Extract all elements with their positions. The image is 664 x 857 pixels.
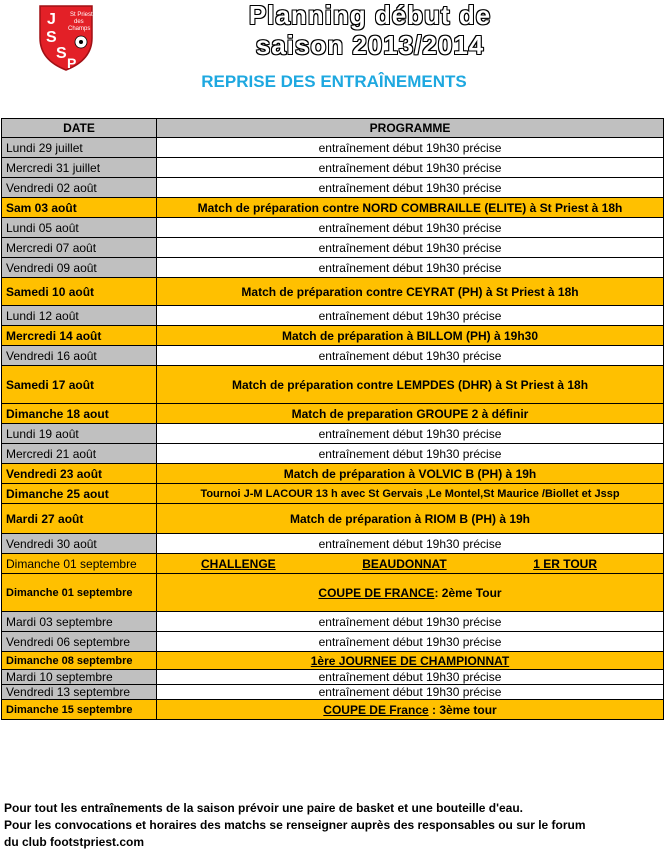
table-row xyxy=(2,685,664,700)
svg-text:J: J xyxy=(47,11,56,28)
row-date: Dimanche 25 aout xyxy=(2,484,157,504)
row-date: Dimanche 18 aout xyxy=(2,404,157,424)
row-date: Mercredi 21 août xyxy=(2,444,157,464)
row-date: Mercredi 14 août xyxy=(2,326,157,346)
row-date: Dimanche 08 septembre xyxy=(2,652,157,670)
row-programme: entraînement début 19h30 précise xyxy=(157,158,664,178)
table-row xyxy=(2,326,664,346)
table-row xyxy=(2,306,664,326)
row-date: Samedi 17 août xyxy=(2,366,157,404)
table-row xyxy=(2,198,664,218)
row-programme: entraînement début 19h30 précise xyxy=(157,306,664,326)
svg-text:S: S xyxy=(46,29,57,46)
coupe-title: COUPE DE FRANCE xyxy=(318,585,435,600)
row-date: Vendredi 09 août xyxy=(2,258,157,278)
row-date: Mercredi 07 août xyxy=(2,238,157,258)
table-header-row xyxy=(2,119,664,138)
table-row xyxy=(2,278,664,306)
row-programme: entraînement début 19h30 précise xyxy=(157,218,664,238)
row-programme xyxy=(157,574,664,612)
footer-notes xyxy=(4,800,654,851)
table-row xyxy=(2,238,664,258)
row-programme: entraînement début 19h30 précise xyxy=(157,346,664,366)
row-date: Vendredi 30 août xyxy=(2,534,157,554)
table-row xyxy=(2,258,664,278)
row-programme: Match de preparation GROUPE 2 à définir xyxy=(157,404,664,424)
svg-text:Champs: Champs xyxy=(68,26,91,32)
footer-line-3: du club footstpriest.com xyxy=(4,835,145,849)
row-programme: Match de préparation à VOLVIC B (PH) à 19h xyxy=(157,464,664,484)
row-date: Dimanche 15 septembre xyxy=(2,700,157,720)
svg-text:St Priest: St Priest xyxy=(70,12,93,18)
challenge-part-1: CHALLENGE xyxy=(201,556,276,571)
svg-text:des: des xyxy=(74,19,84,25)
row-date: Vendredi 02 août xyxy=(2,178,157,198)
row-programme: entraînement début 19h30 précise xyxy=(157,534,664,554)
table-row xyxy=(2,534,664,554)
row-programme: Match de préparation contre CEYRAT (PH) à St Priest à 18h xyxy=(157,278,664,306)
table-row xyxy=(2,404,664,424)
row-date: Dimanche 01 septembre xyxy=(2,574,157,612)
title-line-2: saison 2013/2014 xyxy=(255,30,485,60)
row-programme: entraînement début 19h30 précise xyxy=(157,685,664,700)
row-date: Vendredi 23 août xyxy=(2,464,157,484)
row-programme: entraînement début 19h30 précise xyxy=(157,138,664,158)
row-date: Lundi 12 août xyxy=(2,306,157,326)
row-date: Mardi 10 septembre xyxy=(2,670,157,685)
row-date: Mardi 03 septembre xyxy=(2,612,157,632)
row-date: Lundi 29 juillet xyxy=(2,138,157,158)
row-programme: 1ère JOURNEE DE CHAMPIONNAT xyxy=(157,652,664,670)
row-programme xyxy=(157,700,664,720)
page-subtitle: REPRISE DES ENTRAÎNEMENTS xyxy=(201,72,467,91)
page-title xyxy=(160,0,580,60)
row-date: Lundi 05 août xyxy=(2,218,157,238)
planning-table xyxy=(1,118,664,720)
row-programme: Match de préparation à RIOM B (PH) à 19h xyxy=(157,504,664,534)
table-row-coupe xyxy=(2,574,664,612)
challenge-part-2: BEAUDONNAT xyxy=(362,556,447,571)
table-row xyxy=(2,178,664,198)
svg-text:S: S xyxy=(56,45,67,62)
row-programme xyxy=(157,554,664,574)
row-date: Mercredi 31 juillet xyxy=(2,158,157,178)
row-date: Sam 03 août xyxy=(2,198,157,218)
row-date: Vendredi 13 septembre xyxy=(2,685,157,700)
table-row xyxy=(2,632,664,652)
coupe-title: COUPE DE France xyxy=(323,702,429,717)
title-line-1: Planning début de xyxy=(248,0,492,30)
row-programme: entraînement début 19h30 précise xyxy=(157,238,664,258)
table-row xyxy=(2,424,664,444)
table-row-challenge xyxy=(2,554,664,574)
club-logo xyxy=(34,2,98,72)
table-body xyxy=(2,138,664,720)
coupe-round: : 2ème Tour xyxy=(434,585,502,600)
column-header-date: DATE xyxy=(2,119,157,138)
row-programme: entraînement début 19h30 précise xyxy=(157,178,664,198)
footer-line-1: Pour tout les entraînements de la saison prévoir une paire de basket et une bouteille d'eau. xyxy=(4,801,523,815)
footer-line-2: Pour les convocations et horaires des matchs se renseigner auprès des responsables ou sur le forum xyxy=(4,818,586,832)
table-row xyxy=(2,444,664,464)
challenge-part-3: 1 ER TOUR xyxy=(533,556,597,571)
row-programme: entraînement début 19h30 précise xyxy=(157,632,664,652)
row-programme: Match de préparation à BILLOM (PH) à 19h30 xyxy=(157,326,664,346)
table-row xyxy=(2,464,664,484)
table-row-coupe xyxy=(2,700,664,720)
table-row xyxy=(2,346,664,366)
column-header-programme: PROGRAMME xyxy=(157,119,664,138)
table-row xyxy=(2,366,664,404)
svg-text:P: P xyxy=(67,55,77,71)
row-programme: Tournoi J-M LACOUR 13 h avec St Gervais ,Le Montel,St Maurice /Biollet et Jssp xyxy=(157,484,664,504)
row-date: Vendredi 06 septembre xyxy=(2,632,157,652)
table-row xyxy=(2,612,664,632)
row-programme: entraînement début 19h30 précise xyxy=(157,612,664,632)
row-programme: Match de préparation contre LEMPDES (DHR) à St Priest à 18h xyxy=(157,366,664,404)
row-programme: entraînement début 19h30 précise xyxy=(157,444,664,464)
row-date: Dimanche 01 septembre xyxy=(2,554,157,574)
row-date: Samedi 10 août xyxy=(2,278,157,306)
row-programme: entraînement début 19h30 précise xyxy=(157,258,664,278)
table-row xyxy=(2,670,664,685)
table-row xyxy=(2,158,664,178)
table-row-journee xyxy=(2,652,664,670)
row-programme: Match de préparation contre NORD COMBRAILLE (ELITE) à St Priest à 18h xyxy=(157,198,664,218)
table-row xyxy=(2,138,664,158)
table-row xyxy=(2,504,664,534)
row-date: Vendredi 16 août xyxy=(2,346,157,366)
table-row xyxy=(2,218,664,238)
table-row xyxy=(2,484,664,504)
row-date: Mardi 27 août xyxy=(2,504,157,534)
coupe-round: : 3ème tour xyxy=(428,702,497,717)
row-programme: entraînement début 19h30 précise xyxy=(157,670,664,685)
row-date: Lundi 19 août xyxy=(2,424,157,444)
row-programme: entraînement début 19h30 précise xyxy=(157,424,664,444)
